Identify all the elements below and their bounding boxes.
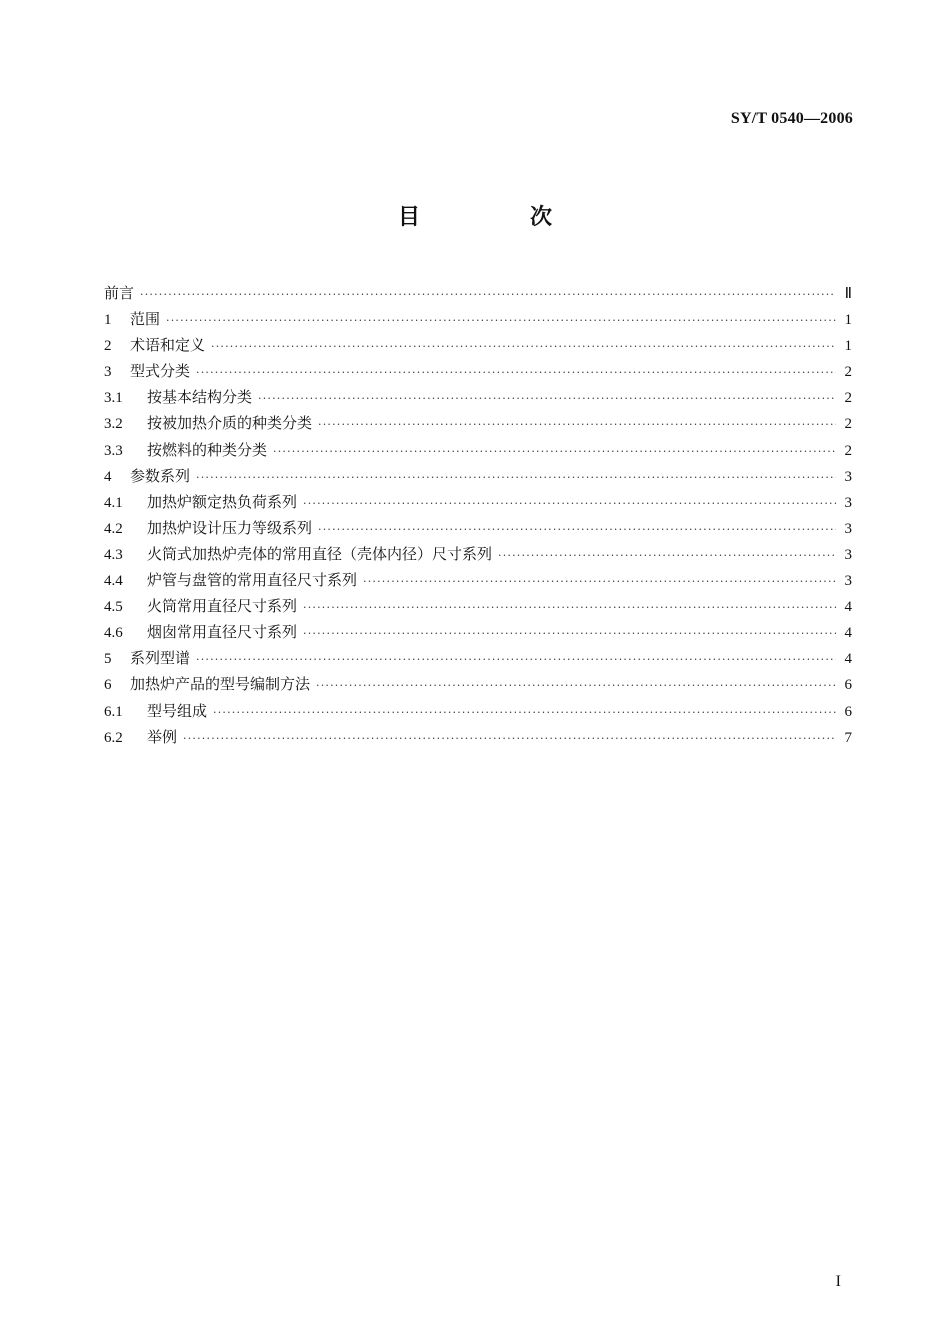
toc-entry-label: 举例: [147, 727, 178, 746]
toc-entry-number: 6.2: [104, 729, 123, 746]
toc-entry[interactable]: [104, 439, 852, 465]
toc-dot-leader: [318, 523, 836, 536]
toc-entry-number: 4.5: [104, 599, 123, 616]
toc-title: 目 次: [397, 205, 596, 230]
toc-entry-page: 2: [844, 364, 852, 381]
toc-entry-label: 烟囱常用直径尺寸系列: [147, 623, 298, 642]
table-of-contents: [104, 282, 852, 752]
toc-entry-page: 4: [844, 599, 852, 616]
toc-entry-label: 火筒式加热炉壳体的常用直径（壳体内径）尺寸系列: [147, 544, 493, 563]
toc-entry-number: 4.4: [104, 573, 123, 590]
toc-entry[interactable]: [104, 647, 852, 673]
toc-entry[interactable]: [104, 543, 852, 569]
toc-entry[interactable]: [104, 282, 852, 308]
toc-entry-page: 4: [844, 625, 852, 642]
toc-dot-leader: [258, 392, 836, 405]
toc-dot-leader: [303, 627, 836, 640]
toc-dot-leader: [140, 288, 836, 301]
toc-entry[interactable]: [104, 517, 852, 543]
toc-entry-number: 4.1: [104, 494, 123, 511]
toc-entry-label: 火筒常用直径尺寸系列: [147, 597, 298, 616]
toc-entry-page: 3: [844, 573, 852, 590]
toc-dot-leader: [183, 732, 836, 745]
toc-entry-label: 术语和定义: [130, 336, 206, 355]
toc-entry-label: 按基本结构分类: [147, 388, 253, 407]
toc-entry[interactable]: [104, 334, 852, 360]
toc-entry-page: 2: [844, 442, 852, 459]
toc-entry-number: 6.1: [104, 703, 123, 720]
toc-entry-number: 5: [104, 651, 112, 668]
toc-entry-label: 型式分类: [130, 362, 191, 381]
toc-dot-leader: [211, 340, 836, 353]
toc-entry-label: 炉管与盘管的常用直径尺寸系列: [147, 571, 358, 590]
toc-dot-leader: [196, 366, 836, 379]
toc-entry-page: 3: [844, 546, 852, 563]
toc-entry-page: 1: [844, 312, 852, 329]
toc-dot-leader: [196, 653, 836, 666]
toc-dot-leader: [363, 575, 836, 588]
toc-entry-number: 4.3: [104, 546, 123, 563]
toc-dot-leader: [303, 601, 836, 614]
toc-entry-number: 4: [104, 468, 112, 485]
toc-entry[interactable]: [104, 360, 852, 386]
toc-entry[interactable]: [104, 726, 852, 752]
page-number: I: [835, 1273, 841, 1290]
toc-entry-number: 3.3: [104, 442, 123, 459]
toc-entry-page: 2: [844, 390, 852, 407]
toc-entry-page: 3: [844, 520, 852, 537]
toc-entry-label: 范围: [130, 310, 161, 329]
toc-entry-page: 4: [844, 651, 852, 668]
toc-entry-label: 加热炉设计压力等级系列: [147, 518, 313, 537]
toc-entry-number: 3: [104, 364, 112, 381]
toc-entry-number: 4.2: [104, 520, 123, 537]
toc-entry-page: 3: [844, 494, 852, 511]
toc-entry-page: 7: [844, 729, 852, 746]
toc-entry[interactable]: [104, 595, 852, 621]
toc-dot-leader: [213, 706, 836, 719]
toc-dot-leader: [273, 445, 836, 458]
toc-entry-number: 3.1: [104, 390, 123, 407]
toc-entry-label: 按燃料的种类分类: [147, 440, 268, 459]
toc-entry[interactable]: [104, 412, 852, 438]
toc-entry-number: 6: [104, 677, 112, 694]
toc-entry[interactable]: [104, 491, 852, 517]
toc-entry[interactable]: [104, 569, 852, 595]
toc-entry-page: 3: [844, 468, 852, 485]
toc-entry-number: 1: [104, 312, 112, 329]
toc-entry-label: 参数系列: [130, 466, 191, 485]
toc-dot-leader: [316, 679, 836, 692]
toc-entry-label: 前言: [104, 284, 135, 302]
toc-entry[interactable]: [104, 308, 852, 334]
toc-dot-leader: [498, 549, 836, 562]
toc-dot-leader: [318, 418, 836, 431]
toc-entry-page: 6: [844, 677, 852, 694]
toc-dot-leader: [303, 497, 836, 510]
toc-entry[interactable]: [104, 386, 852, 412]
toc-entry-label: 加热炉额定热负荷系列: [147, 492, 298, 511]
toc-entry[interactable]: [104, 465, 852, 491]
toc-entry[interactable]: [104, 621, 852, 647]
toc-entry-page: 6: [844, 703, 852, 720]
toc-entry-number: 2: [104, 338, 112, 355]
toc-entry-number: 4.6: [104, 625, 123, 642]
toc-entry-page: 2: [844, 416, 852, 433]
toc-entry-page: Ⅱ: [844, 286, 852, 302]
toc-entry-label: 型号组成: [147, 701, 208, 720]
toc-entry-label: 系列型谱: [130, 649, 191, 668]
toc-dot-leader: [196, 471, 836, 484]
toc-entry[interactable]: [104, 673, 852, 699]
toc-entry-label: 按被加热介质的种类分类: [147, 414, 313, 433]
toc-entry-number: 3.2: [104, 416, 123, 433]
toc-entry-label: 加热炉产品的型号编制方法: [130, 675, 311, 694]
toc-dot-leader: [166, 314, 836, 327]
document-code: SY/T 0540—2006: [730, 110, 853, 127]
toc-entry-page: 1: [844, 338, 852, 355]
toc-entry[interactable]: [104, 700, 852, 726]
